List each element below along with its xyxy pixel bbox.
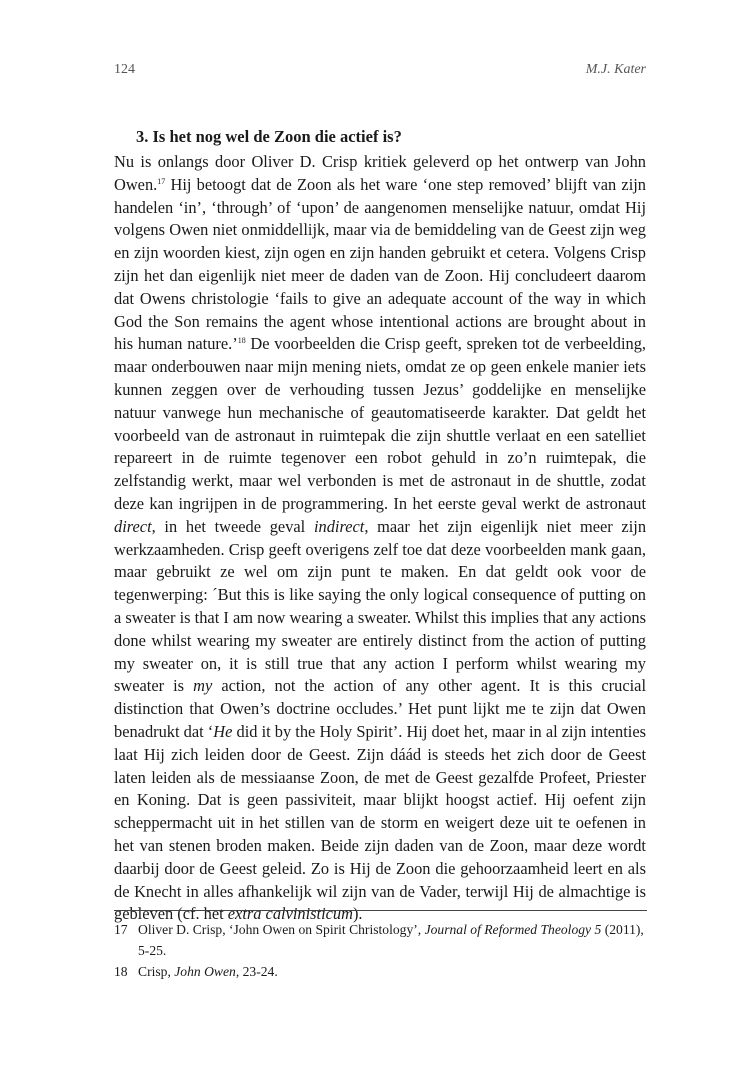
footnote-book-title: John Owen: [174, 964, 236, 979]
italic-term: extra calvinisticum: [227, 904, 353, 924]
footnote-text-segment: Crisp,: [138, 964, 175, 979]
body-text-segment: De voorbeelden die Crisp geeft, spreken tot de verbeelding, maar onderbouwen naar mijn mening niets, omdat ze op geen enkele manier iets kunnen zeggen over de verhouding tussen Jezus’ goddelijke en menselijke natuur vanwege hun mechanische of geautomatiseerde karakter. Dat geldt het voorbeeld van de astronaut in ruimtepak die zijn shuttle verlaat en een satelliet repareert in de ruimte tegenover een robot gehuld in zo’n ruimtepak, die zelfstandig werkt, maar wel verbonden is met de astronaut in de shuttle, zodat deze kan ingrijpen in de programmering. In het eerste geval werkt de astronaut: [114, 334, 646, 513]
body-text-segment: ).: [352, 904, 363, 924]
body-text: [114, 151, 646, 926]
body-text-segment: , in het tweede geval: [151, 516, 314, 536]
italic-term: direct: [114, 516, 152, 536]
body-text-segment: action, not the action of any other agent. It is this crucial distinction that Owen’s doctrine occludes.’ Het punt lijkt me te zijn dat Owen benadrukt dat ‘: [114, 676, 646, 741]
footnote-text: [138, 919, 647, 961]
footnote-journal-title: Journal of Reformed Theology 5: [424, 922, 602, 937]
footnote-18: [114, 961, 647, 982]
footnote-number: 17: [114, 922, 128, 937]
footnote-ref-18[interactable]: 18: [237, 336, 246, 346]
section-heading: 3. Is het nog wel de Zoon die actief is?: [136, 127, 402, 146]
body-text-segment: Hij betoogt dat de Zoon als het ware ‘one step removed’ blijft van zijn handelen ‘in’, ‘through’ of ‘upon’ de aangenomen menselijke natuur, omdat Hij volgens Owen niet onmiddellijk, maar via de bemiddeling van de Geest zijn weg en zijn woorden kiest, zijn ogen en zijn handen gebruikt et cetera. Volgens Crisp zijn het dan eigenlijk niet meer de daden van de Zoon. Hij concludeert daarom dat Owens christologie ‘fails to give an adequate account of the way in which God the Son remains the agent whose intentional actions are brought about in his human nature.’: [114, 174, 646, 354]
body-text-segment: , maar het zijn eigenlijk niet meer zijn werkzaamheden. Crisp geeft overigens zelf toe dat deze voorbeelden mank gaan, maar gebruikt ze wel om zijn punt te maken. En dat geldt ook voor de tegenwerping: ´But this is like saying the only logical consequence of putting on a sweater is that I am now wearing a sweater. Whilst this implies that any actions done whilst wearing my sweater are entirely distinct from the action of putting my sweater on, it is still true that any action I perform whilst wearing my sweater is: [114, 516, 647, 696]
footnote-text: [138, 961, 647, 982]
italic-term: my: [193, 676, 213, 696]
footnote-17: [114, 919, 647, 961]
italic-term: He: [213, 721, 233, 741]
body-text-segment: did it by the Holy Spirit’. Hij doet het, maar in al zijn intenties laat Hij zich leiden door de Geest. Zijn dáád is steeds het zich door de Geest laten leiden als de messiaanse Zoon, de met de Geest gezalfde Profeet, Priester en Koning. Dat is geen passiviteit, maar blijkt hoogst actief. Hij oefent zijn scheppermacht uit in het stillen van de storm en weigert deze uit te oefenen in het van stenen broden maken. Beide zijn daden van de Zoon, maar deze wordt daarbij door de Geest geleid. Zo is Hij de Zoon die gehoorzaamheid leert en als de Knecht in alles afhankelijk wil zijn van de Vader, terwijl Hij de almachtige is gebleven (cf. het: [114, 721, 646, 924]
footnote-text-segment: , 23-24.: [235, 964, 278, 979]
footnote-text-segment: (2011), 5-25.: [138, 922, 644, 958]
body-paragraph: [114, 151, 646, 926]
footnote-ref-17[interactable]: 17: [157, 176, 166, 186]
italic-term: indirect: [313, 516, 365, 536]
footnote-text-segment: Oliver D. Crisp, ‘John Owen on Spirit Christology’,: [138, 922, 425, 937]
footnotes: [114, 919, 647, 982]
page-number: 124: [114, 62, 135, 77]
body-text-segment: Nu is onlangs door Oliver D. Crisp kritiek geleverd op het ontwerp van John Owen.: [114, 152, 646, 194]
running-head: M.J. Kater: [585, 62, 646, 77]
footnote-number: 18: [114, 964, 128, 979]
footnote-divider: [114, 910, 647, 911]
